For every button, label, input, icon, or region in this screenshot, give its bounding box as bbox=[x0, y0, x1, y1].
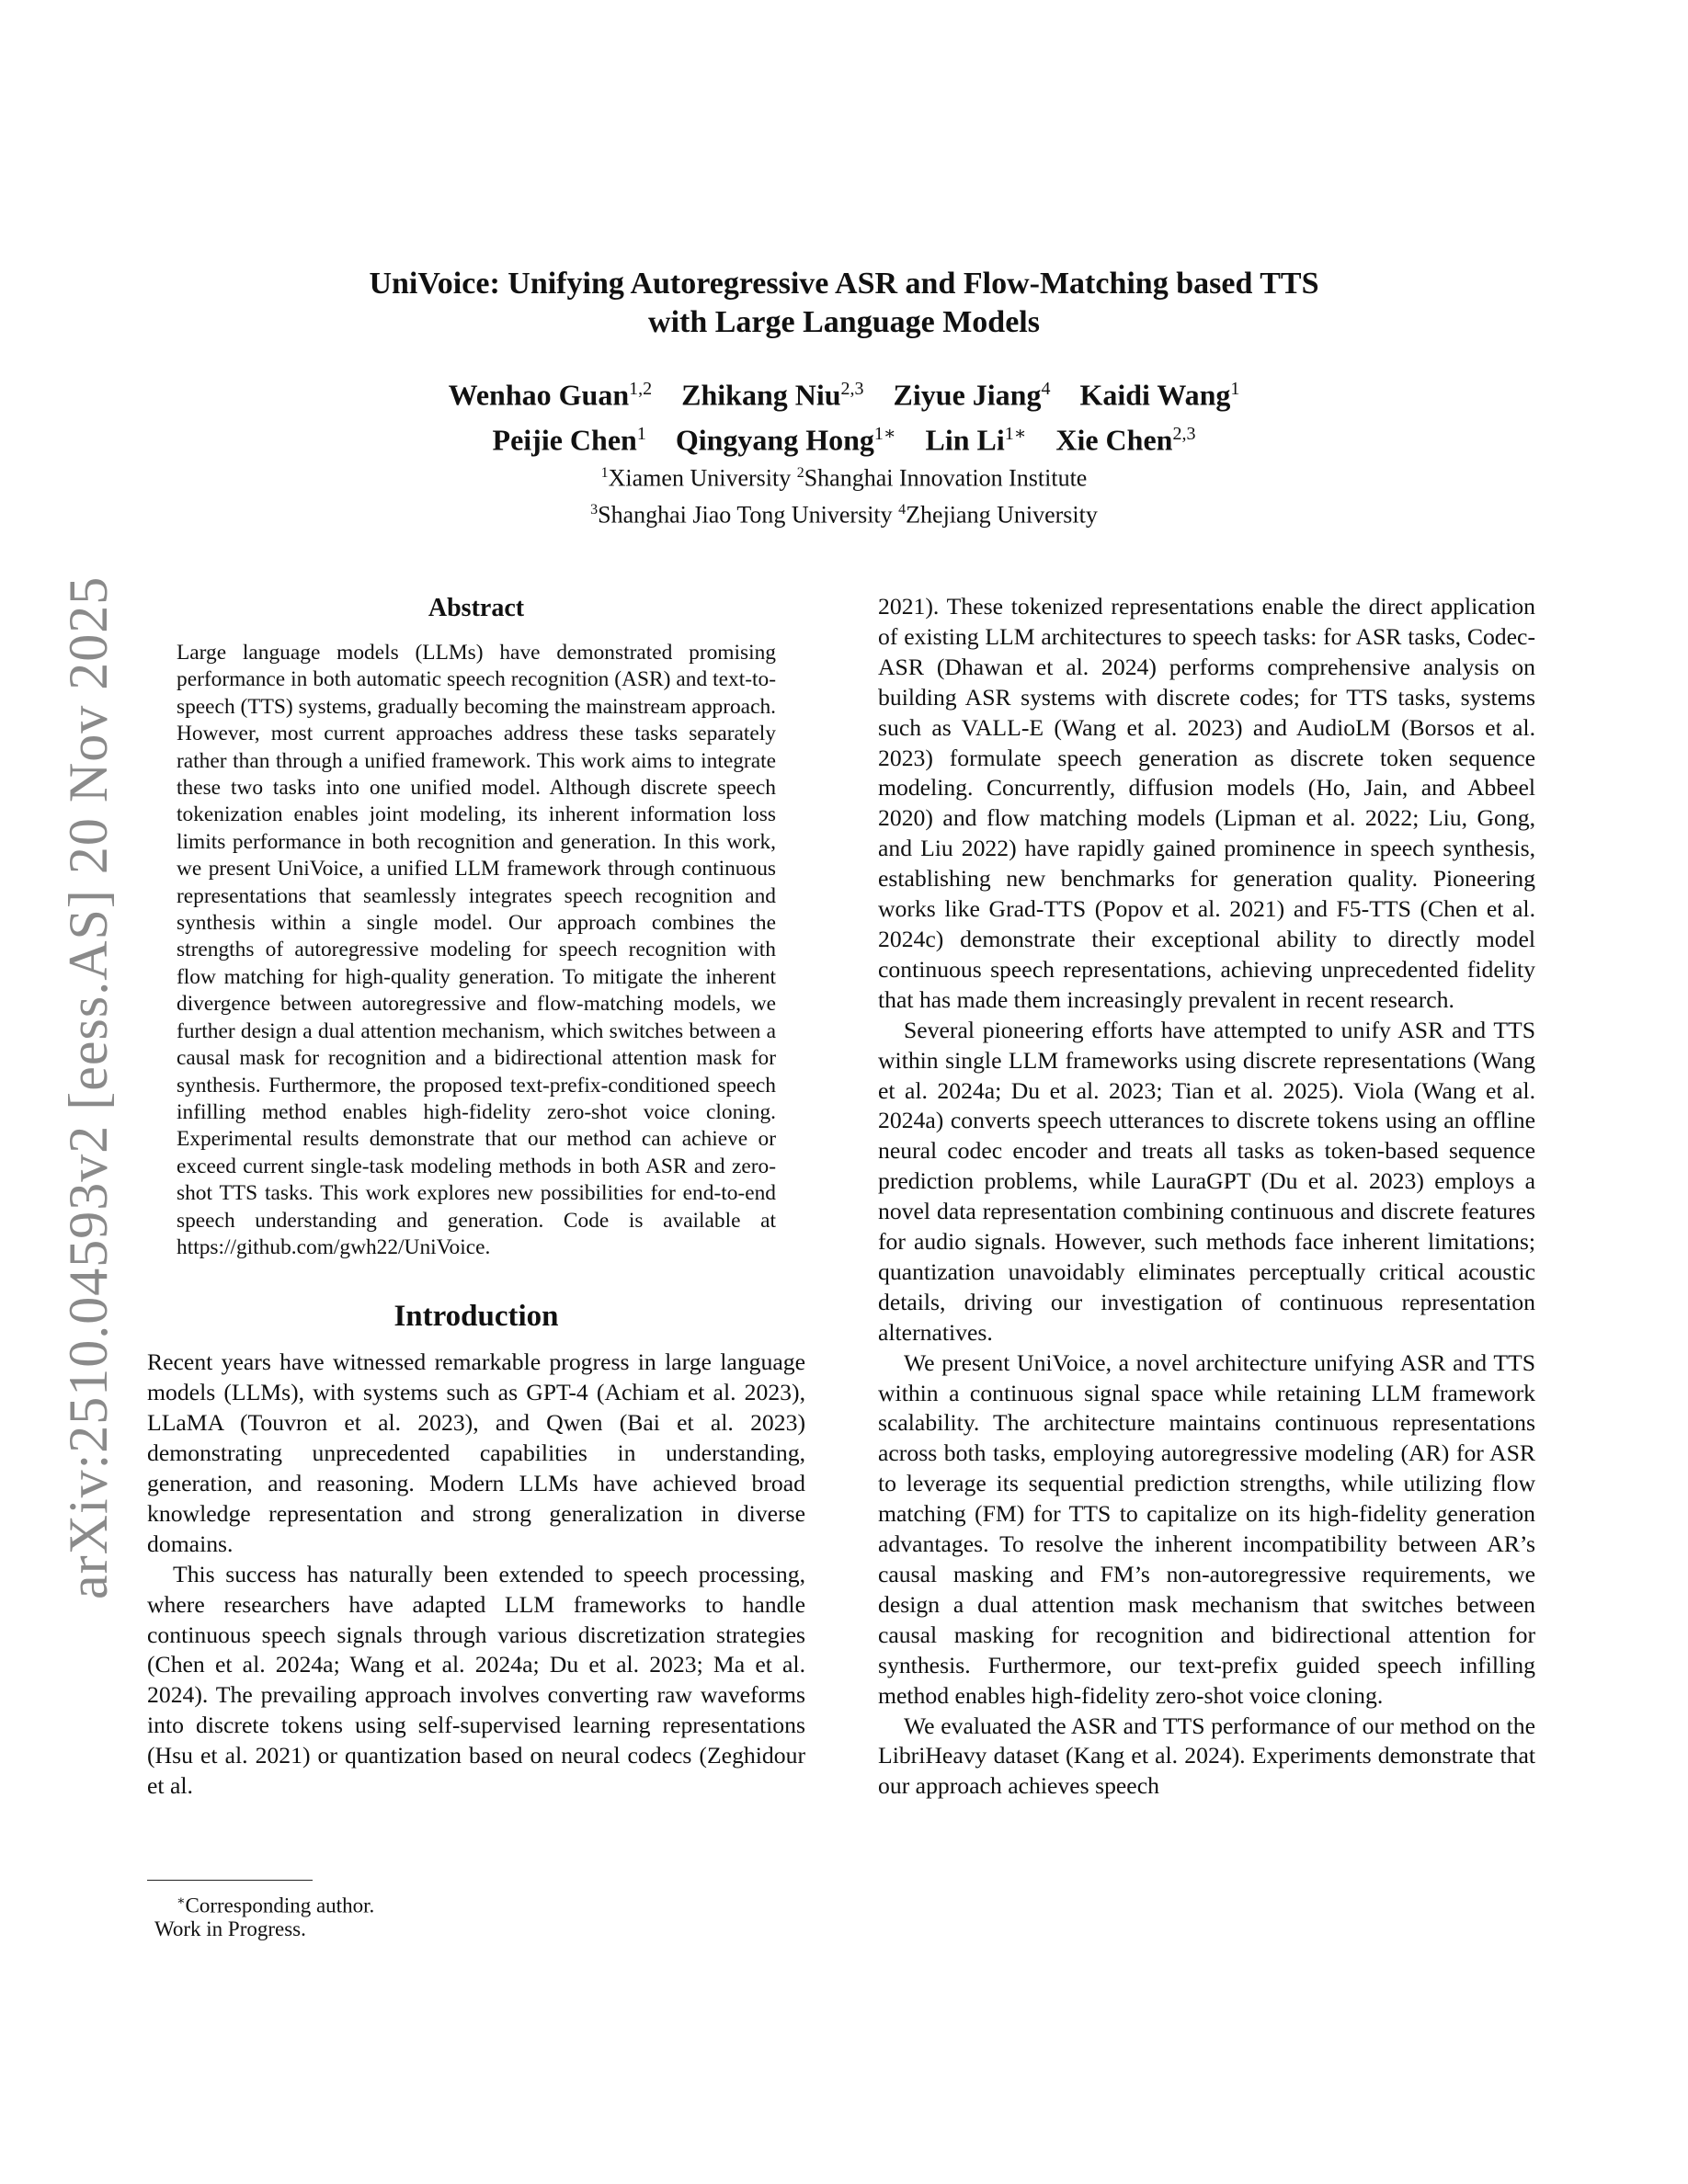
author-list bbox=[0, 370, 1688, 459]
footnote-divider bbox=[147, 1880, 313, 1881]
author-affiliation: 2,3 bbox=[840, 379, 864, 399]
author-name: Zhikang Niu bbox=[681, 378, 841, 412]
author-name: Xie Chen bbox=[1055, 423, 1173, 457]
author-affiliation: 1 bbox=[1230, 379, 1240, 399]
right-column bbox=[878, 592, 1535, 1802]
title-line-1: UniVoice: Unifying Autoregressive ASR and Flow-Matching based TTS bbox=[369, 267, 1319, 301]
affiliation-name: Shanghai Innovation Institute bbox=[804, 464, 1088, 492]
author-name: Kaidi Wang bbox=[1079, 378, 1231, 412]
footnote-corresponding-text: Corresponding author. bbox=[185, 1894, 375, 1917]
author-affiliation: 2,3 bbox=[1172, 423, 1196, 444]
paper-title bbox=[0, 265, 1688, 342]
intro-paragraph-1: Recent years have witnessed remarkable progress in large language models (LLMs), with systems such as GPT-4 (Achiam et al. 2023), LLaMA (Touvron et al. 2023), and Qwen (Bai et al. 2023) demonstrating unprecedented capabilities in understanding, generation, and reasoning. Modern LLMs have achieved broad knowledge representation and strong generalization in diverse domains. bbox=[147, 1348, 805, 1557]
author-affiliation: 1∗ bbox=[873, 423, 896, 444]
left-column bbox=[147, 592, 805, 1802]
author-line-1 bbox=[0, 370, 1688, 415]
author-name: Ziyue Jiang bbox=[893, 378, 1042, 412]
intro-paragraph-2: This success has naturally been extended to speech processing, where researchers have adapted LLM frameworks to handle continuous speech signals through various discretization strategies (Chen et al. 2024a; Wang et al. 2024a; Du et al. 2023; Ma et al. 2024). The prevailing approach involves converting raw waveforms into discrete tokens using self-supervised learning representations (Hsu et al. 2021) or quantization based on neural codecs (Zeghidour et al. bbox=[147, 1560, 805, 1800]
affiliation-name: Zhejiang University bbox=[906, 501, 1098, 529]
introduction-heading: Introduction bbox=[393, 1300, 559, 1334]
intro-paragraph-4: Several pioneering efforts have attempted to unify ASR and TTS within single LLM frameworks using discrete representations (Wang et al. 2024a; Du et al. 2023; Tian et al. 2025). Viola (Wang et al. 2024a) converts speech utterances to discrete tokens using an offline neural codec encoder and treats all tasks as token-based sequence prediction problems, while LauraGPT (Du et al. 2023) employs a novel data representation combining continuous and discrete features for audio signals. However, such methods face inherent limitations; quantization unavoidably eliminates perceptually critical acoustic details, driving our investigation of continuous representation alternatives. bbox=[878, 1016, 1535, 1346]
intro-paragraph-3: 2021). These tokenized representations enable the direct application of existing LLM architectures to speech tasks: for ASR tasks, Codec-ASR (Dhawan et al. 2024) performs comprehensive analysis on building ASR systems with discrete codes; for TTS tasks, systems such as VALL-E (Wang et al. 2023) and AudioLM (Borsos et al. 2023) formulate speech generation as discrete token sequence modeling. Concurrently, diffusion models (Ho, Jain, and Abbeel 2020) and flow matching models (Lipman et al. 2022; Liu, Gong, and Liu 2022) have rapidly gained prominence in speech synthesis, establishing new benchmarks for generation quality. Pioneering works like Grad-TTS (Popov et al. 2021) and F5-TTS (Chen et al. 2024c) demonstrate their exceptional ability to directly model continuous speech representations, achieving unprecedented fidelity that has made them increasingly prevalent in recent research. bbox=[878, 593, 1535, 1013]
affiliation-name: Shanghai Jiao Tong University bbox=[598, 501, 893, 529]
intro-paragraph-5: We present UniVoice, a novel architecture unifying ASR and TTS within a continuous signal space while retaining LLM framework scalability. The architecture maintains continuous representations across both tasks, employing autoregressive modeling (AR) for ASR to leverage its sequential prediction strengths, while utilizing flow matching (FM) for TTS to capitalize on its high-fidelity generation advantages. To resolve the inherent incompatibility between AR’s causal masking and FM’s non-autoregressive requirements, we design a dual attention mask mechanism that switches between causal masking for recognition and bidirectional attention for synthesis. Furthermore, our text-prefix guided speech infilling method enables high-fidelity zero-shot voice cloning. bbox=[878, 1348, 1535, 1709]
footnote-corresponding bbox=[177, 1888, 374, 1919]
intro-paragraph-6: We evaluated the ASR and TTS performance of our method on the LibriHeavy dataset (Kang et al. 2024). Experiments demonstrate that our approach achieves speech bbox=[878, 1712, 1535, 1800]
affiliation-number: 2 bbox=[796, 465, 804, 481]
author-name: Lin Li bbox=[925, 423, 1005, 457]
affiliation-number: 3 bbox=[590, 501, 599, 518]
arxiv-side-identifier: arXiv:2510.04593v2 [eess.AS] 20 Nov 2025 bbox=[58, 575, 119, 1599]
affiliation-name: Xiamen University bbox=[608, 464, 792, 492]
author-name: Wenhao Guan bbox=[448, 378, 630, 412]
footnote-status: Work in Progress. bbox=[154, 1917, 306, 1940]
author-affiliation: 1,2 bbox=[629, 379, 653, 399]
affiliation-line-1 bbox=[0, 458, 1688, 495]
affiliation-number: 1 bbox=[600, 465, 609, 481]
footnote-mark: ∗ bbox=[177, 1894, 186, 1908]
affiliation-line-2 bbox=[0, 495, 1688, 531]
abstract-text: Large language models (LLMs) have demonstrated promising performance in both automatic speech recognition (ASR) and text-to-speech (TTS) systems, gradually becoming the mainstream approach. However, most current approaches address these tasks separately rather than through a unified framework. This work aims to integrate these two tasks into one unified model. Although discrete speech tokenization enables joint modeling, its inherent information loss limits performance in both recognition and generation. In this work, we present UniVoice, a unified LLM framework through continuous representations that seamlessly integrates speech recognition and synthesis within a single model. Our approach combines the strengths of autoregressive modeling for speech recognition with flow matching for high-quality generation. To mitigate the inherent divergence between autoregressive and flow-matching models, we further design a dual attention mechanism, which switches between a causal mask for recognition and a bidirectional attention mask for synthesis. Furthermore, the proposed text-prefix-conditioned speech infilling method enables high-fidelity zero-shot voice cloning. Experimental results demonstrate that our method can achieve or exceed current single-task modeling methods in both ASR and zero-shot TTS tasks. This work explores new possibilities for end-to-end speech understanding and generation. Code is available at https://github.com/gwh22/UniVoice. bbox=[177, 641, 776, 1259]
author-name: Peijie Chen bbox=[492, 423, 637, 457]
author-line-2 bbox=[0, 415, 1688, 460]
title-line-2: with Large Language Models bbox=[648, 305, 1040, 339]
author-affiliation: 1 bbox=[636, 423, 646, 444]
abstract-heading: Abstract bbox=[428, 594, 525, 622]
author-affiliation: 1∗ bbox=[1004, 423, 1027, 444]
author-name: Qingyang Hong bbox=[675, 423, 874, 457]
affiliation-number: 4 bbox=[898, 501, 907, 518]
author-affiliation: 4 bbox=[1041, 379, 1051, 399]
affiliations bbox=[0, 458, 1688, 530]
